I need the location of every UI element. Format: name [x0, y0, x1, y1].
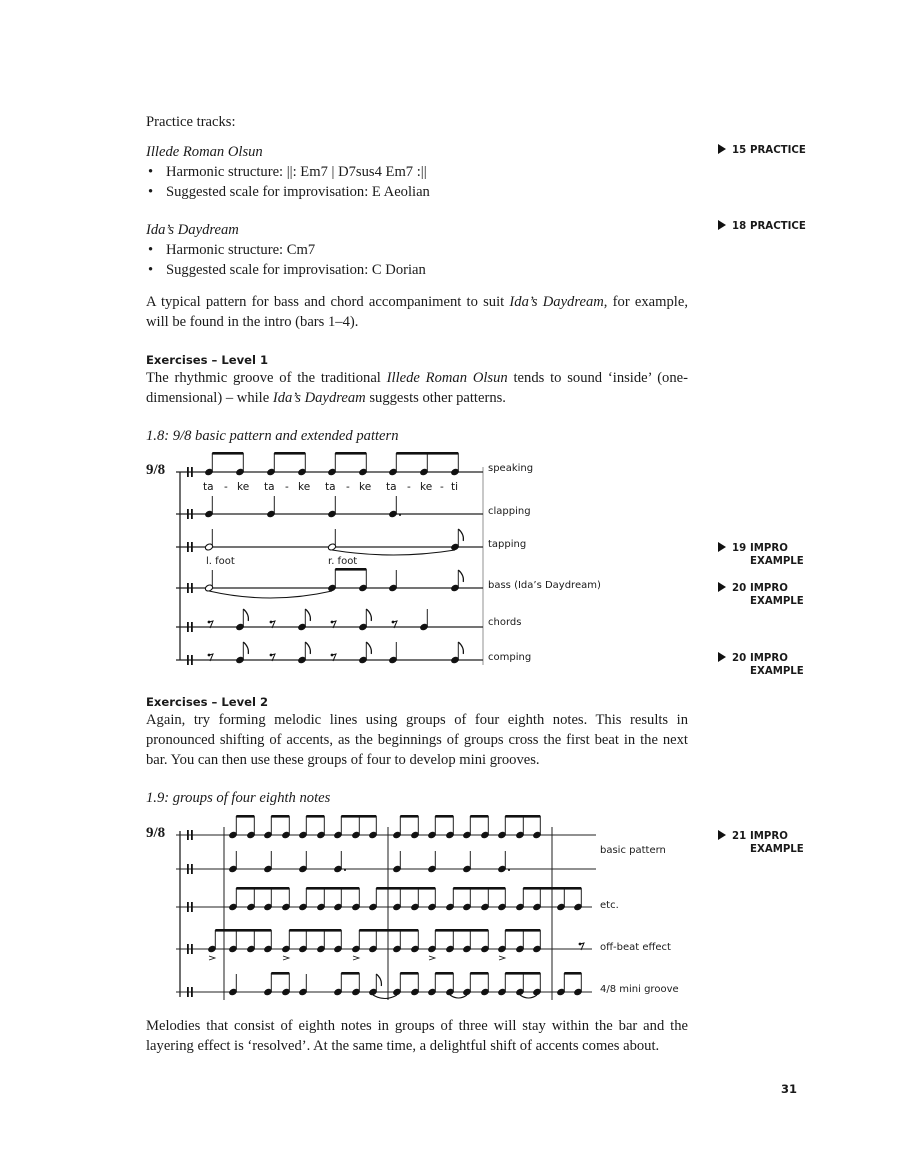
staff-label-tapping: tapping	[488, 539, 527, 550]
svg-text:ta: ta	[386, 481, 397, 493]
svg-text:ke: ke	[420, 481, 433, 493]
track-title-illede: Illede Roman Olsun	[146, 144, 263, 160]
level1-paragraph: The rhythmic groove of the traditional Illede Roman Olsun tends to sound ‘inside’ (one-dimensional) – while Ida’s Daydream suggests other patterns.	[146, 370, 688, 406]
staff-label-speaking: speaking	[488, 463, 534, 474]
svg-text:-: -	[285, 481, 289, 493]
foot-label-left: l. foot	[206, 556, 235, 567]
track-ref-20b[interactable]: 20 IMPRO EXAMPLE	[718, 652, 804, 678]
staff-label-off-beat: off-beat effect	[600, 942, 671, 953]
bullet-harmonic-2: • Harmonic structure: Cm7	[146, 240, 706, 260]
closing-paragraph: Melodies that consist of eighth notes in groups of three will stay within the bar and the layering effect is ‘resolved’. At the same time, a delightful shift of accents comes about.	[146, 1018, 688, 1054]
svg-text:-: -	[407, 481, 411, 493]
practice-title: Practice tracks:	[146, 114, 236, 130]
svg-text:ta: ta	[325, 481, 336, 493]
staff-label-mini-groove: 4/8 mini groove	[600, 984, 679, 995]
example2-caption: 1.9: groups of four eighth notes	[146, 790, 331, 806]
staff-label-etc: etc.	[600, 900, 619, 911]
bullet-scale-1: • Suggested scale for improvisation: E Aeolian	[146, 182, 706, 202]
svg-text:ti: ti	[451, 481, 459, 493]
example2-time-signature: 9/8	[146, 825, 166, 841]
level1-heading: Exercises – Level 1	[146, 353, 269, 367]
track-title-ida: Ida’s Daydream	[146, 222, 239, 238]
track-ref-19[interactable]: 19 IMPRO EXAMPLE	[718, 542, 804, 568]
play-icon	[718, 542, 726, 552]
track-ref-20a[interactable]: 20 IMPRO EXAMPLE	[718, 582, 804, 608]
level2-paragraph: Again, try forming melodic lines using groups of four eighth notes. This results in pronounced shifting of accents, as the beginnings of groups cross the first beat in the next bar. You can then use these groups of four to develop mini grooves.	[146, 712, 688, 768]
level2-heading: Exercises – Level 2	[146, 695, 269, 709]
staff-label-comping: comping	[488, 652, 532, 663]
svg-text:ke: ke	[298, 481, 311, 493]
page-number: 31	[781, 1082, 798, 1096]
play-icon	[718, 830, 726, 840]
track-ref-21[interactable]: 21 IMPRO EXAMPLE	[718, 830, 804, 856]
svg-text:ta: ta	[203, 481, 214, 493]
play-icon	[718, 582, 726, 592]
svg-text:ta: ta	[264, 481, 275, 493]
svg-text:ke: ke	[237, 481, 250, 493]
staff-label-basic-pattern: basic pattern	[600, 845, 666, 856]
svg-text:ke: ke	[359, 481, 372, 493]
example1-caption: 1.8: 9/8 basic pattern and extended pattern	[146, 428, 399, 444]
svg-text:-: -	[224, 481, 228, 493]
bullet-scale-2: • Suggested scale for improvisation: C Dorian	[146, 260, 706, 280]
svg-text:-: -	[440, 481, 444, 493]
track-ref-15[interactable]: 15 PRACTICE	[718, 144, 806, 157]
staff-label-clapping: clapping	[488, 506, 531, 517]
bullet-harmonic-1: • Harmonic structure: ||: Em7 | D7sus4 Em7 :||	[146, 162, 706, 182]
intro-paragraph: A typical pattern for bass and chord accompaniment to suit Ida’s Daydream, for example, will be found in the intro (bars 1–4).	[146, 294, 688, 330]
play-icon	[718, 652, 726, 662]
example1-time-signature: 9/8	[146, 462, 166, 478]
track-ref-18[interactable]: 18 PRACTICE	[718, 220, 806, 233]
svg-text:-: -	[346, 481, 350, 493]
staff-label-bass: bass (Ida’s Daydream)	[488, 580, 601, 591]
staff-label-chords: chords	[488, 617, 522, 628]
foot-label-right: r. foot	[328, 556, 358, 567]
